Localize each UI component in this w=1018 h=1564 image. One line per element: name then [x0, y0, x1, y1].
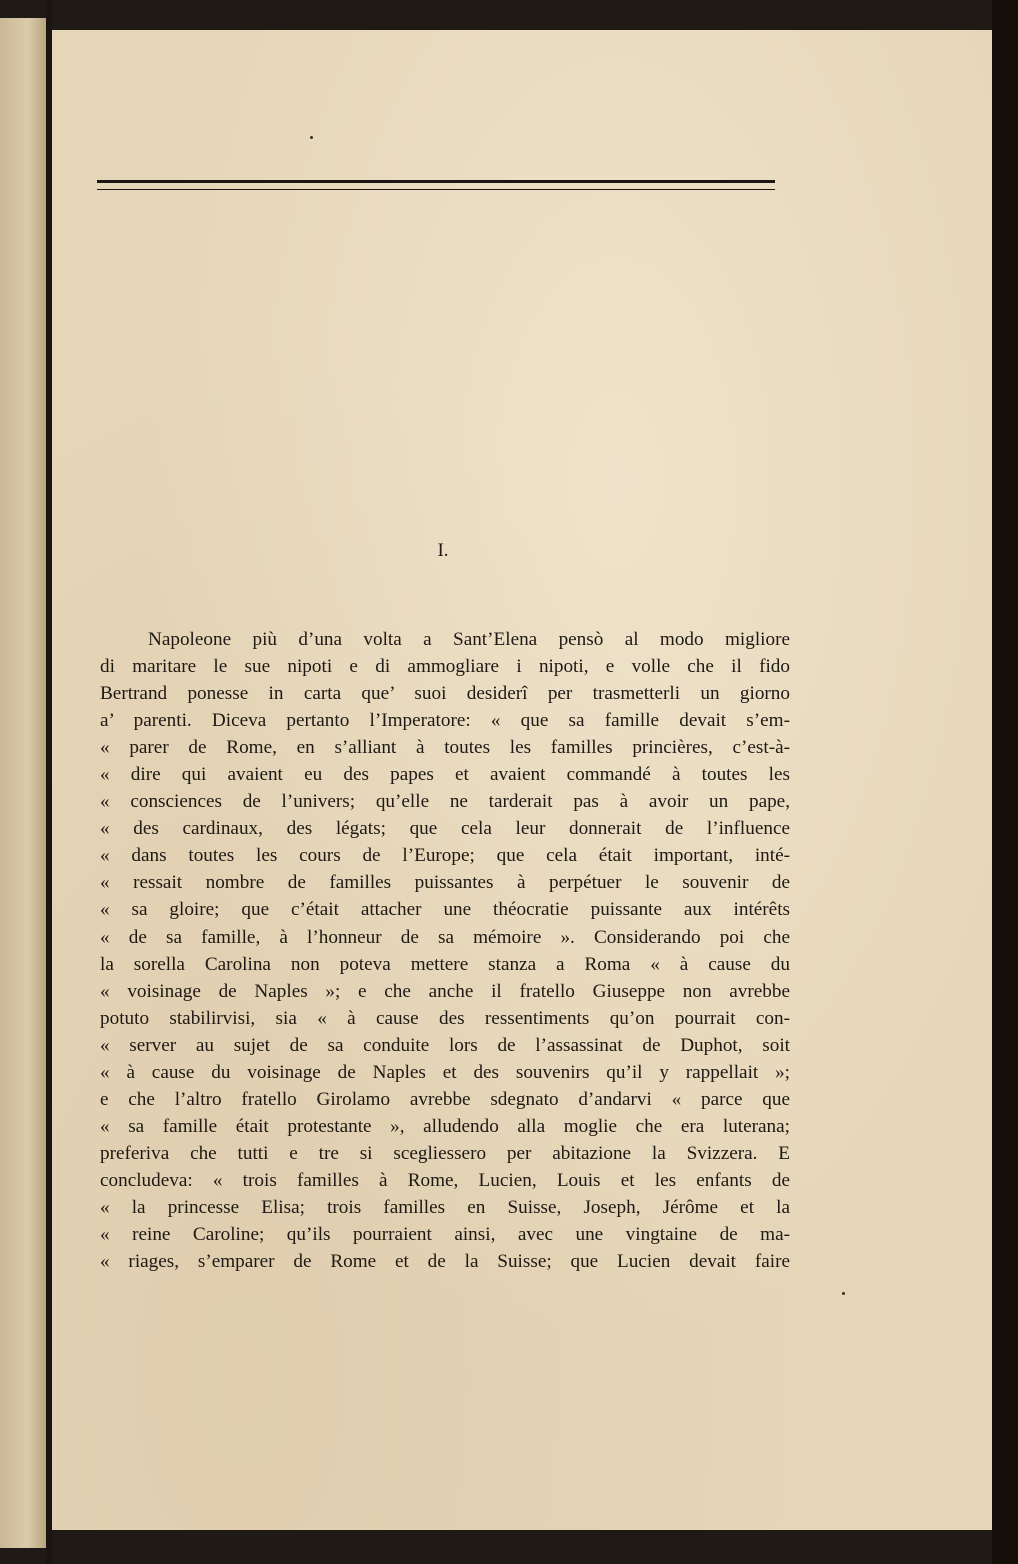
- text-line: « ressait nombre de familles puissantes à perpétuer le souvenir de: [100, 872, 790, 894]
- body-text: [100, 626, 790, 1275]
- text-line: « dans toutes les cours de l’Europe; que cela était important, inté-: [100, 845, 790, 867]
- text-line: « sa gloire; que c’était attacher une théocratie puissante aux intérêts: [100, 899, 790, 921]
- chapter-number: I.: [437, 540, 449, 561]
- text-line: « riages, s’emparer de Rome et de la Suisse; que Lucien devait faire: [100, 1251, 790, 1273]
- text-line: « à cause du voisinage de Naples et des souvenirs qu’il y rappellait »;: [100, 1061, 790, 1083]
- text-line: Bertrand ponesse in carta que’ suoi desiderî per trasmetterli un giorno: [100, 683, 790, 705]
- text-line: « la princesse Elisa; trois familles en Suisse, Joseph, Jérôme et la: [100, 1196, 790, 1218]
- facing-page-edge: [0, 18, 46, 1548]
- text-line: « sa famille était protestante », alludendo alla moglie che era luterana;: [100, 1115, 790, 1137]
- text-line: concludeva: « trois familles à Rome, Lucien, Louis et les enfants de: [100, 1169, 790, 1191]
- header-rule-thick: [97, 180, 775, 183]
- text-line: « reine Caroline; qu’ils pourraient ainsi, avec une vingtaine de ma-: [100, 1224, 790, 1246]
- book-page: [52, 30, 992, 1530]
- text-line: e che l’altro fratello Girolamo avrebbe sdegnato d’andarvi « parce que: [100, 1088, 790, 1110]
- text-line: Napoleone più d’una volta a Sant’Elena pensò al modo migliore: [148, 629, 790, 650]
- header-rule-thin: [97, 189, 775, 190]
- text-line: « de sa famille, à l’honneur de sa mémoire ». Considerando poi che: [100, 926, 790, 948]
- paper-speck: [310, 136, 313, 139]
- text-line: a’ parenti. Diceva pertanto l’Imperatore: « que sa famille devait s’em-: [100, 710, 790, 732]
- text-line: « des cardinaux, des légats; que cela leur donnerait de l’influence: [100, 818, 790, 840]
- text-line: la sorella Carolina non poteva mettere stanza a Roma « à cause du: [100, 953, 790, 975]
- text-line: « consciences de l’univers; qu’elle ne tarderait pas à avoir un pape,: [100, 791, 790, 813]
- text-line: « server au sujet de sa conduite lors de l’assassinat de Duphot, soit: [100, 1034, 790, 1056]
- text-line: « voisinage de Naples »; e che anche il fratello Giuseppe non avrebbe: [100, 980, 790, 1002]
- text-line: « dire qui avaient eu des papes et avaient commandé à toutes les: [100, 764, 790, 786]
- text-line: preferiva che tutti e tre si scegliessero per abitazione la Svizzera. E: [100, 1142, 790, 1164]
- text-line: « parer de Rome, en s’alliant à toutes les familles princières, c’est-à-: [100, 737, 790, 759]
- paper-speck: [842, 1292, 845, 1295]
- scan-background: [992, 0, 1018, 1564]
- text-line: di maritare le sue nipoti e di ammogliare i nipoti, e volle che il fido: [100, 656, 790, 678]
- text-line: potuto stabilirvisi, sia « à cause des ressentiments qu’on pourrait con-: [100, 1007, 790, 1029]
